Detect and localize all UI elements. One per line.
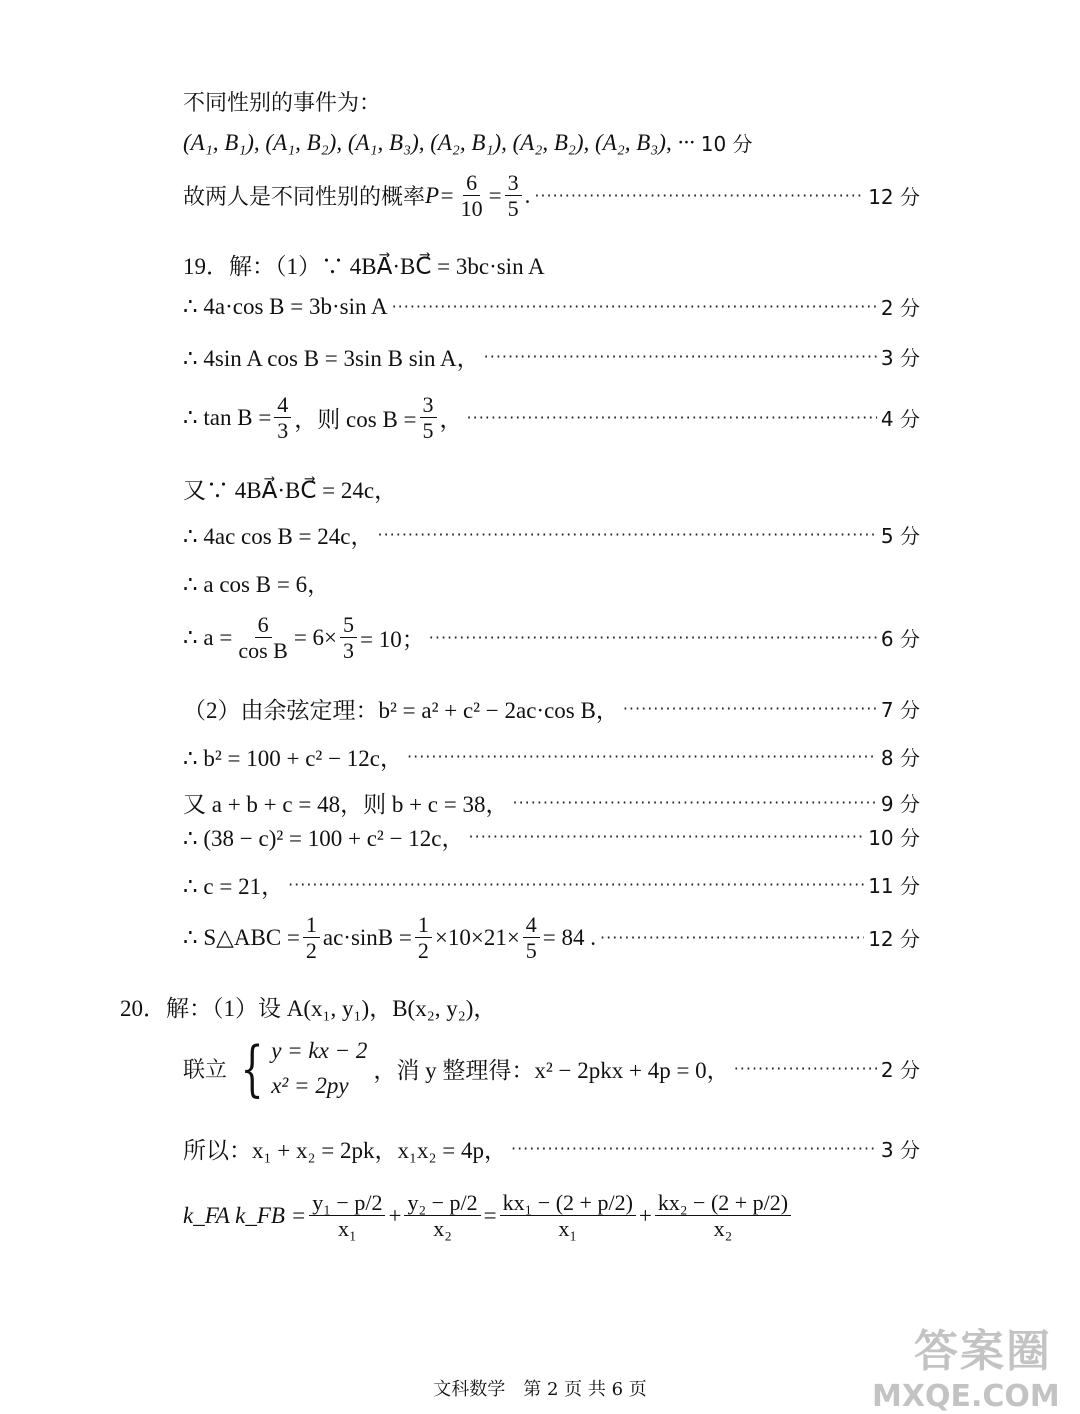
math-expression: ∴ a =: [183, 624, 233, 650]
text-line: [183, 170, 920, 222]
math-expression: .: [524, 182, 531, 208]
text-line: [183, 820, 920, 853]
equation-system: [233, 1034, 367, 1103]
watermark-logo: [872, 1315, 1060, 1414]
fraction: [235, 612, 291, 664]
denominator: 2: [305, 938, 317, 964]
numerator: kx₁ − (2 + p/2): [500, 1190, 636, 1216]
math-expression: = 6×: [293, 624, 338, 650]
fraction: [303, 912, 320, 964]
text: 联立: [183, 1058, 228, 1083]
text-line: [183, 340, 920, 373]
score-label: 9 分: [880, 792, 920, 816]
numerator: 1: [303, 912, 320, 938]
text-line: [183, 786, 920, 819]
equation: y = kx − 2: [271, 1038, 368, 1063]
denominator: 5: [507, 196, 519, 222]
dot-leader: [484, 347, 877, 366]
score-label: 6 分: [880, 627, 920, 652]
text-line: [183, 1190, 920, 1242]
math-expression: ∴ 4sin A cos B = 3sin B sin A，: [183, 346, 480, 371]
text-line: [183, 740, 920, 773]
fraction: [274, 392, 291, 444]
math-expression: =: [483, 1202, 497, 1228]
dot-leader: [469, 827, 865, 846]
math-expression: （2）由余弦定理：b² = a² + c² − 2ac·cos B，: [183, 698, 619, 723]
math-expression: 20．解：（1）设 A(x₁, y₁)，B(x₂, y₂)，: [120, 996, 497, 1021]
denominator: x₂: [713, 1216, 733, 1242]
score-label: 5 分: [880, 524, 920, 548]
denominator: x₁: [338, 1216, 357, 1242]
dot-leader: [377, 525, 876, 544]
numerator: y₂ − p/2: [404, 1190, 480, 1216]
numerator: 3: [505, 170, 522, 196]
text-line: [183, 392, 920, 444]
text-line: [183, 692, 920, 725]
dot-leader: [288, 875, 864, 894]
score-label: 7 分: [880, 698, 920, 722]
fraction: [505, 170, 522, 222]
denominator: 3: [277, 418, 289, 444]
dot-leader: [429, 628, 877, 647]
text: 不同性别的事件为：: [183, 91, 382, 116]
text-line: [183, 912, 920, 964]
text-line: [120, 990, 920, 1023]
text-line: [183, 868, 920, 901]
score-label: 3 分: [880, 346, 920, 370]
math-expression: =: [488, 182, 502, 208]
page-footer: 文科数学 第 2 页 共 6 页: [433, 1379, 647, 1400]
math-expression: 19．解：（1）∵ 4BA⃗·BC⃗ = 3bc·sin A: [183, 254, 545, 279]
math-expression: ∴ (38 − c)² = 100 + c² − 12c，: [183, 826, 465, 851]
dot-leader: [623, 699, 877, 718]
denominator: 2: [417, 938, 429, 964]
dot-leader: [734, 1059, 877, 1078]
math-expression: = 10；: [360, 627, 425, 653]
math-expression: 又∵ 4BA⃗·BC⃗ = 24c，: [183, 478, 398, 503]
denominator: x₁: [558, 1216, 578, 1242]
fraction: [309, 1190, 385, 1242]
denominator: 10: [460, 196, 483, 222]
score-label: 10 分: [868, 826, 920, 850]
math-expression: 又 a + b + c = 48，则 b + c = 38，: [183, 792, 509, 817]
numerator: 6: [463, 170, 480, 196]
text-line: [183, 292, 920, 321]
math-expression: ，则 cos B =: [294, 407, 417, 433]
math-expression: ，: [439, 407, 463, 433]
denominator: x₂: [433, 1216, 452, 1242]
denominator: cos B: [238, 638, 288, 664]
math-expression: +: [388, 1202, 402, 1228]
text-line: [183, 128, 920, 157]
dot-leader: [407, 747, 877, 766]
text-line: [183, 518, 920, 551]
fraction: [458, 170, 486, 222]
dot-leader: [600, 928, 864, 947]
fraction: [420, 392, 437, 444]
score-label: 2 分: [880, 1058, 920, 1082]
math-expression: ×10×21×: [434, 924, 520, 950]
watermark-text: 答案圈: [914, 1326, 1052, 1377]
math-expression: ∴ 4ac cos B = 24c，: [183, 524, 374, 549]
score-label: 2 分: [880, 296, 920, 320]
math-expression: k_FA k_FB =: [183, 1202, 307, 1228]
math-expression: +: [638, 1202, 652, 1228]
watermark-url: MXQE.COM: [872, 1379, 1060, 1414]
math-expression: ac·sinB =: [322, 924, 412, 950]
score-label: 3 分: [880, 1138, 920, 1162]
score-label: 8 分: [880, 746, 920, 770]
fraction: [404, 1190, 480, 1242]
text-line: [183, 248, 920, 281]
score-label: 10 分: [700, 132, 753, 156]
fraction: [415, 912, 432, 964]
text-line: [183, 1132, 920, 1165]
fraction: [655, 1190, 791, 1242]
math-expression: (A₁, B₁), (A₁, B₂), (A₁, B₃), (A₂, B₁), (A₂, B₂), (A₂, B₃), ···: [183, 129, 695, 155]
denominator: 5: [525, 938, 537, 964]
numerator: 4: [523, 912, 540, 938]
math-expression: ，消 y 整理得：x² − 2pkx + 4p = 0，: [373, 1058, 730, 1083]
dot-leader: [467, 408, 877, 427]
text-line: [183, 86, 920, 117]
fraction: [340, 612, 357, 664]
score-label: 12 分: [868, 185, 920, 210]
dot-leader: [534, 186, 864, 205]
math-expression: ∴ b² = 100 + c² − 12c，: [183, 746, 404, 771]
denominator: 3: [343, 638, 355, 664]
fraction: [523, 912, 540, 964]
score-label: 4 分: [880, 407, 920, 432]
dot-leader: [512, 793, 876, 812]
numerator: kx₂ − (2 + p/2): [655, 1190, 791, 1216]
numerator: 6: [255, 612, 272, 638]
numerator: y₁ − p/2: [309, 1190, 385, 1216]
text: 故两人是不同性别的概率: [183, 185, 426, 211]
dot-leader: [511, 1139, 877, 1158]
denominator: 5: [422, 418, 434, 444]
numerator: 1: [415, 912, 432, 938]
math-expression: ∴ a cos B = 6，: [183, 572, 331, 597]
text-line: [183, 1034, 920, 1103]
math-expression: ∴ tan B =: [183, 404, 272, 430]
numerator: 3: [420, 392, 437, 418]
math-expression: P=: [425, 182, 455, 208]
math-expression: ∴ S△ABC =: [183, 924, 300, 950]
math-expression: = 84 .: [542, 924, 597, 950]
score-label: 11 分: [868, 874, 920, 898]
score-label: 12 分: [868, 927, 920, 952]
numerator: 5: [340, 612, 357, 638]
math-expression: 所以：x₁ + x₂ = 2pk，x₁x₂ = 4p，: [183, 1138, 507, 1163]
math-expression: ∴ c = 21，: [183, 874, 285, 899]
numerator: 4: [274, 392, 291, 418]
brace-icon: {: [240, 1033, 264, 1104]
fraction: [500, 1190, 636, 1242]
math-expression: ∴ 4a·cos B = 3b·sin A: [183, 293, 388, 319]
dot-leader: [392, 297, 877, 316]
text-line: [183, 472, 920, 505]
equation: x² = 2py: [271, 1072, 349, 1098]
text-line: [183, 566, 920, 599]
text-line: [183, 612, 920, 664]
